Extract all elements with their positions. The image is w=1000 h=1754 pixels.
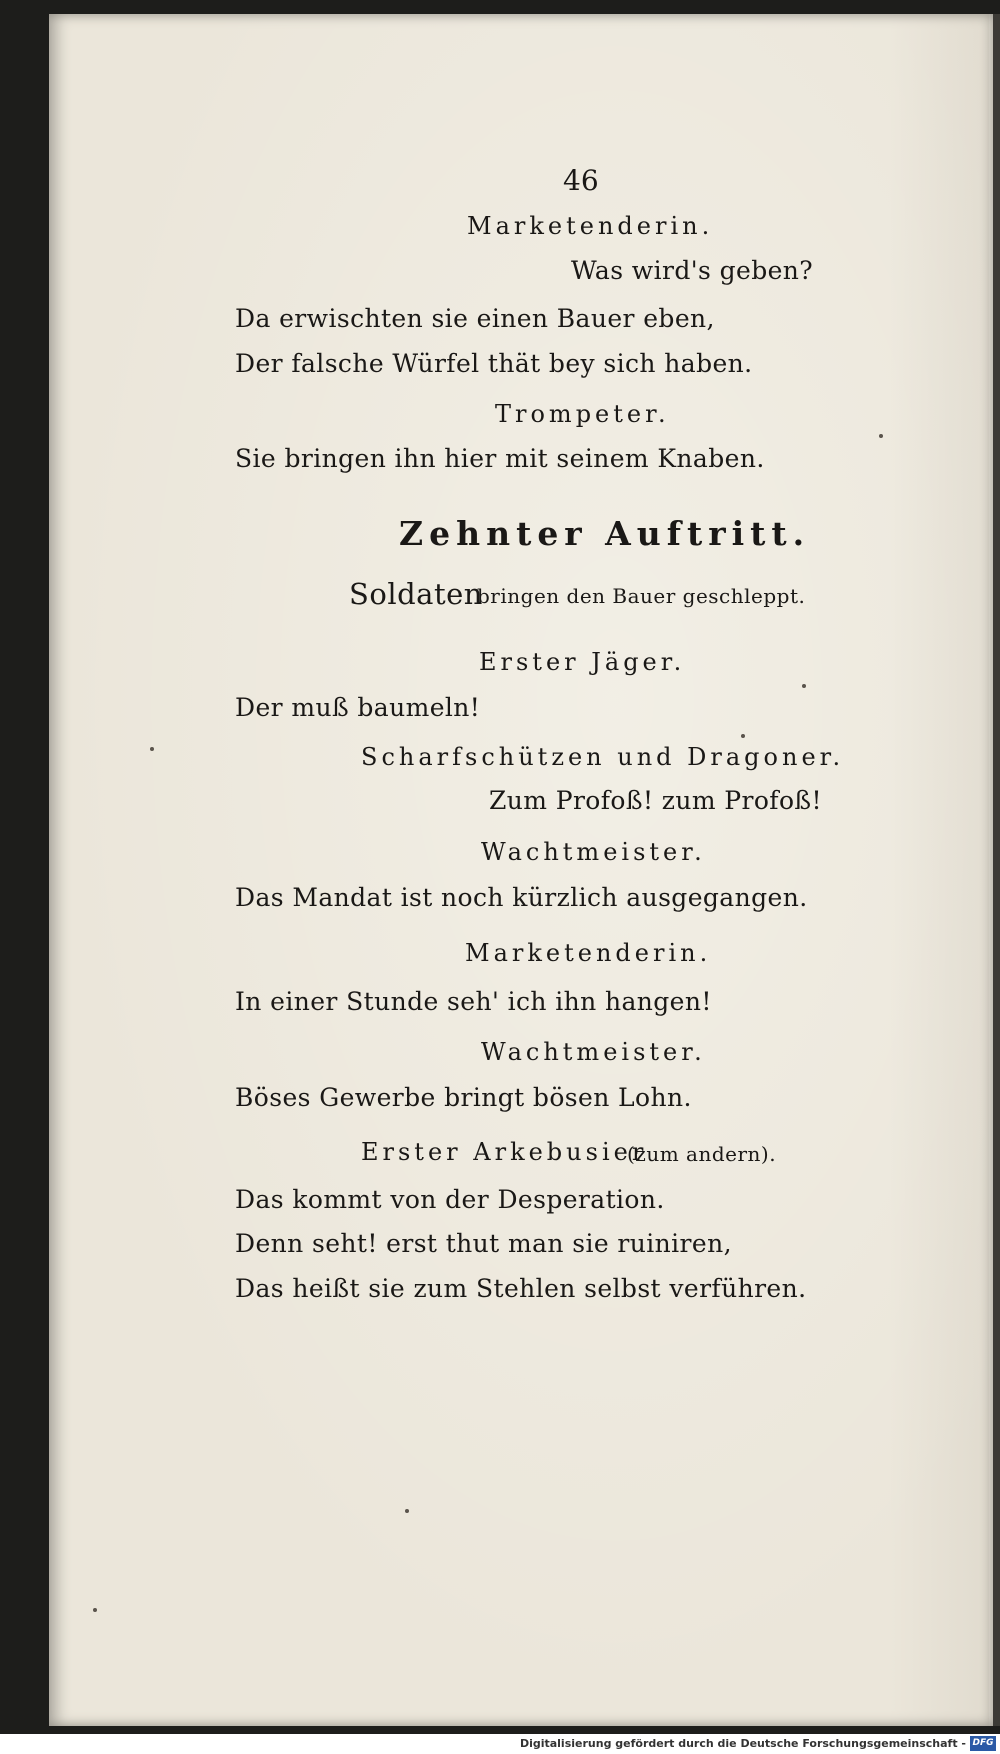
verse-line: Der muß baumeln! xyxy=(235,693,481,722)
speaker-name: Marketenderin. xyxy=(467,212,714,240)
verse-line: Zum Profoß! zum Profoß! xyxy=(489,786,822,815)
speaker-name: Marketenderin. xyxy=(465,939,712,967)
page-number: 46 xyxy=(563,164,599,197)
paper-speck xyxy=(741,734,745,738)
verse-line: Denn seht! erst thut man sie ruiniren, xyxy=(235,1229,732,1258)
paper-speck xyxy=(879,434,883,438)
speaker-name: Scharfschützen und Dragoner. xyxy=(361,743,845,771)
verse-line: Das Mandat ist noch kürzlich ausgegangen. xyxy=(235,883,808,912)
book-edge xyxy=(993,14,1000,1726)
stage-direction: (zum andern). xyxy=(627,1142,777,1166)
scene-heading: Zehnter Auftritt. xyxy=(399,514,811,553)
verse-line: Böses Gewerbe bringt bösen Lohn. xyxy=(235,1083,692,1112)
show-through xyxy=(889,14,989,1726)
verse-line: Was wird's geben? xyxy=(571,256,814,285)
verse-line: Da erwischten sie einen Bauer eben, xyxy=(235,304,715,333)
stage-direction: bringen den Bauer geschleppt. xyxy=(477,584,806,608)
footer-bar xyxy=(0,1734,1000,1754)
paper-speck xyxy=(802,684,806,688)
verse-line: Der falsche Würfel thät bey sich haben. xyxy=(235,349,753,378)
dfg-logo: DFG xyxy=(970,1736,996,1751)
verse-line: Sie bringen ihn hier mit seinem Knaben. xyxy=(235,444,765,473)
paper-speck xyxy=(150,747,154,751)
paper-speck xyxy=(405,1509,409,1513)
verse-line: Das heißt sie zum Stehlen selbst verführen. xyxy=(235,1274,807,1303)
speaker-name: Wachtmeister. xyxy=(481,1038,706,1066)
stage-direction-subject: Soldaten xyxy=(349,577,483,611)
speaker-name: Erster Jäger. xyxy=(479,648,686,676)
verse-line: Das kommt von der Desperation. xyxy=(235,1185,665,1214)
book-page xyxy=(49,14,993,1726)
verse-line: In einer Stunde seh' ich ihn hangen! xyxy=(235,987,712,1016)
speaker-name: Trompeter. xyxy=(495,400,670,428)
funding-credit: Digitalisierung gefördert durch die Deutsche Forschungsgemeinschaft - xyxy=(519,1737,966,1750)
paper-speck xyxy=(93,1608,97,1612)
speaker-name: Erster Arkebusier xyxy=(361,1138,648,1166)
speaker-name: Wachtmeister. xyxy=(481,838,706,866)
